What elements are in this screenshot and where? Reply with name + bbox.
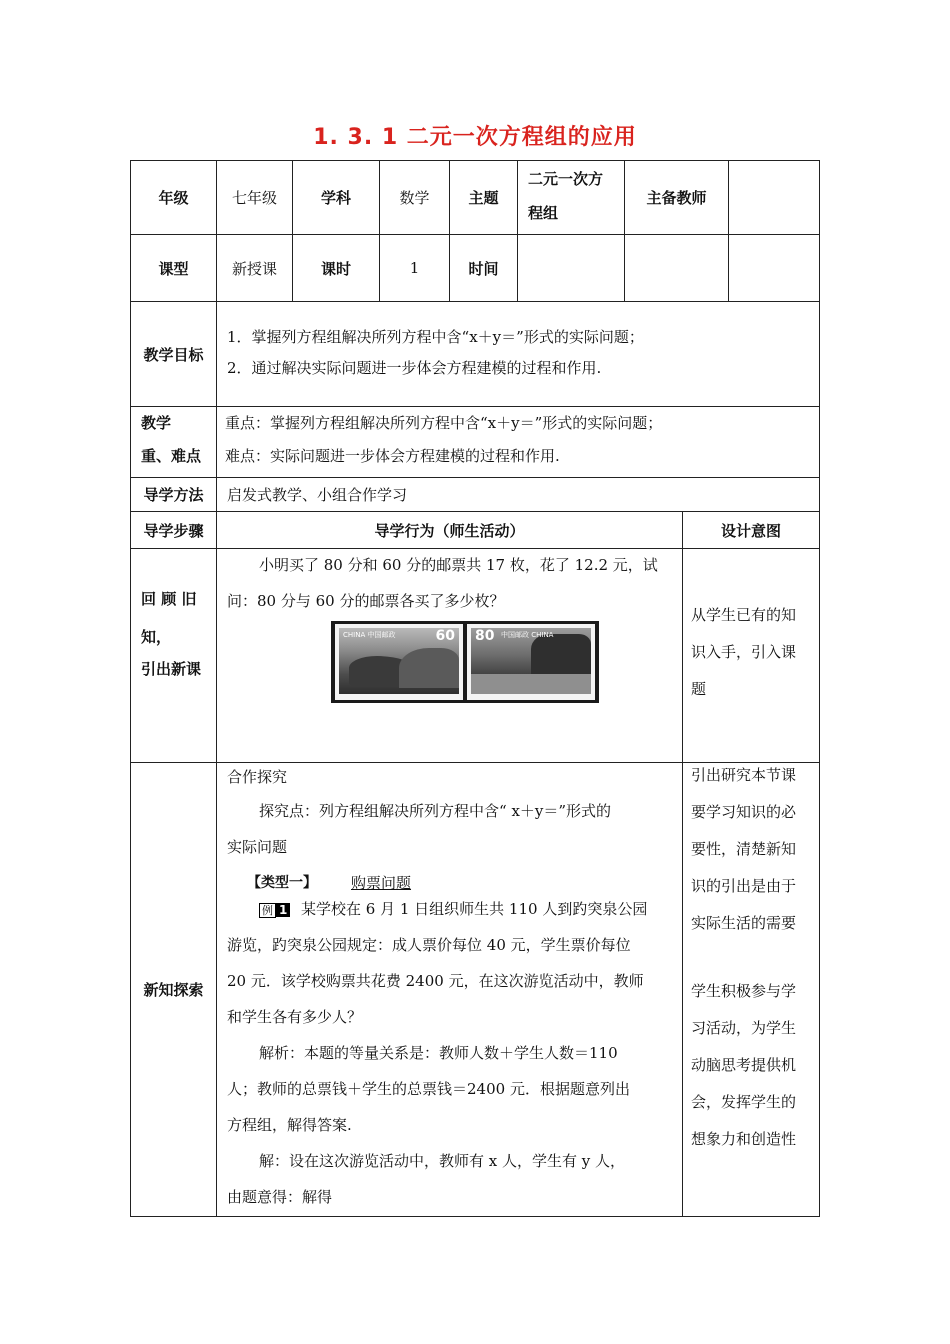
explore-design-line: 要学习知识的必 [691, 803, 797, 821]
stamp-60-value: 60 [435, 628, 455, 644]
explore-design-line: 想象力和创造性 [691, 1130, 797, 1148]
steps-header-col1: 导学步骤 [130, 511, 217, 549]
explore-line: 和学生各有多少人？ [227, 1008, 363, 1026]
explore-line: 解析：本题的等量关系是：教师人数＋学生人数＝110 [259, 1044, 618, 1062]
grade-label: 年级 [130, 160, 217, 235]
explore-design [682, 762, 820, 1217]
explore-design-line: 学生积极参与学 [691, 982, 797, 1000]
time-label: 时间 [449, 234, 518, 302]
review-design-line: 题 [691, 680, 707, 698]
example-badge: 例 [259, 903, 276, 918]
stamp-80-value: 80 [475, 628, 495, 644]
keypoints-label-line1: 教学 [141, 414, 172, 432]
example-line [259, 899, 290, 919]
topic-label: 主题 [449, 160, 518, 235]
explore-line: 实际问题 [227, 838, 288, 856]
stamp-80 [467, 624, 595, 700]
explore-line: 人；教师的总票钱＋学生的总票钱＝2400 元．根据题意列出 [227, 1080, 630, 1098]
explore-design-line: 要性，清楚新知 [691, 840, 797, 858]
blank-cell [728, 234, 820, 302]
explore-line: 探究点：列方程组解决所列方程中含“ x＋y＝”形式的 [259, 802, 612, 820]
explore-line: 20 元．该学校购票共花费 2400 元，在这次游览活动中，教师 [227, 972, 644, 990]
explore-line: 方程组，解得答案. [227, 1116, 352, 1134]
review-label-line2: 知， [141, 628, 172, 646]
explore-line: 合作探究 [227, 768, 288, 786]
period-label: 课时 [292, 234, 380, 302]
method-label: 导学方法 [130, 477, 217, 512]
period-value: 1 [379, 234, 450, 302]
explore-design-line: 实际生活的需要 [691, 914, 797, 932]
grade-value: 七年级 [216, 160, 293, 235]
time-value [517, 234, 625, 302]
keypoints-label [130, 406, 217, 478]
example-number: 1 [276, 903, 290, 917]
page-title: 1. 3. 1 二元一次方程组的应用 [313, 125, 637, 150]
stamp-80-label: 中国邮政 CHINA [501, 631, 554, 639]
review-design-line: 从学生已有的知 [691, 606, 797, 624]
explore-design-line: 动脑思考提供机 [691, 1056, 797, 1074]
steps-header-col2: 导学行为（师生活动） [216, 511, 683, 549]
explore-design-line: 习活动，为学生 [691, 1019, 797, 1037]
stamp-60 [335, 624, 463, 700]
subject-label: 学科 [292, 160, 380, 235]
keypoints-content [216, 406, 820, 478]
review-label-line3: 引出新课 [141, 660, 202, 678]
type-title: 购票问题 [351, 874, 412, 892]
lesson-type-label: 课型 [130, 234, 217, 302]
topic-value-line2: 程组 [528, 204, 559, 222]
review-label [130, 548, 217, 763]
steps-header-col3: 设计意图 [682, 511, 820, 549]
teacher-label: 主备教师 [624, 160, 729, 235]
explore-label: 新知探索 [130, 762, 217, 1217]
keypoints-label-line2: 重、难点 [141, 447, 202, 465]
review-content [216, 548, 683, 763]
review-text-line2: 问：80 分与 60 分的邮票各买了多少枚？ [227, 592, 505, 610]
review-design-line: 识入手，引入课 [691, 643, 797, 661]
review-design [682, 548, 820, 763]
explore-content [216, 762, 683, 1217]
explore-line: 游览，趵突泉公园规定：成人票价每位 40 元，学生票价每位 [227, 936, 631, 954]
goals-content [216, 301, 820, 407]
subject-value: 数学 [379, 160, 450, 235]
explore-design-line: 会，发挥学生的 [691, 1093, 797, 1111]
lesson-type-value: 新授课 [216, 234, 293, 302]
explore-line: 解：设在这次游览活动中，教师有 x 人，学生有 y 人， [259, 1152, 626, 1170]
goal-line-2: 2．通过解决实际问题进一步体会方程建模的过程和作用. [227, 359, 602, 377]
review-text-line1: 小明买了 80 分和 60 分的邮票共 17 枚，花了 12.2 元，试 [259, 556, 658, 574]
topic-value-line1: 二元一次方 [528, 170, 604, 188]
keypoint-line-2: 难点：实际问题进一步体会方程建模的过程和作用. [225, 447, 560, 465]
explore-line: 某学校在 6 月 1 日组织师生共 110 人到趵突泉公园 [301, 900, 648, 918]
stamps-image [331, 621, 599, 703]
goal-line-1: 1．掌握列方程组解决所列方程中含“x＋y＝”形式的实际问题； [227, 328, 644, 346]
stamp-60-label: CHINA 中国邮政 [343, 631, 396, 639]
type-tag: 【类型一】 [247, 875, 317, 891]
method-value: 启发式教学、小组合作学习 [216, 477, 820, 512]
topic-value [517, 160, 625, 235]
explore-line: 由题意得：解得 [227, 1188, 333, 1206]
explore-design-line: 引出研究本节课 [691, 766, 797, 784]
keypoint-line-1: 重点：掌握列方程组解决所列方程中含“x＋y＝”形式的实际问题； [225, 414, 663, 432]
goals-label: 教学目标 [130, 301, 217, 407]
blank-cell [624, 234, 729, 302]
teacher-value [728, 160, 820, 235]
review-label-line1: 回 顾 旧 [141, 590, 197, 608]
explore-design-line: 识的引出是由于 [691, 877, 797, 895]
